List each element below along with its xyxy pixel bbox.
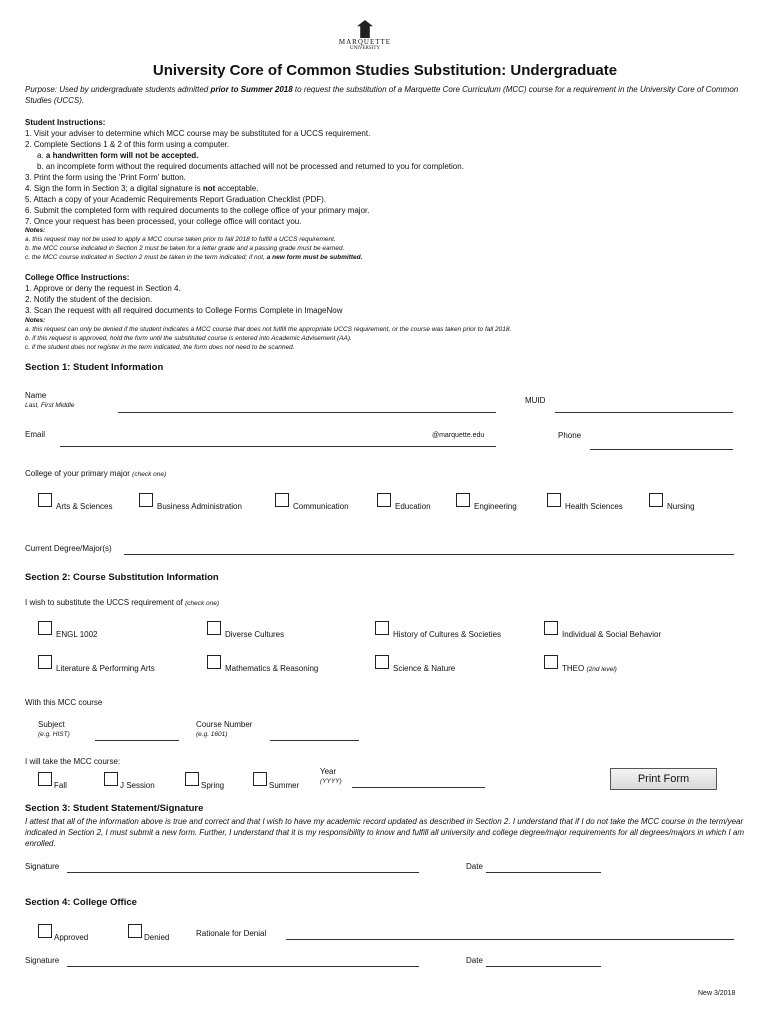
muid-label: MUID xyxy=(525,396,546,405)
term-j-session: J Session xyxy=(120,781,155,790)
checkbox-history[interactable] xyxy=(375,621,389,635)
purpose-prefix: Purpose: Used by undergraduate students admitted xyxy=(25,85,211,94)
course-number-hint: (e.g. 1601) xyxy=(196,731,228,738)
date-label-s4: Date xyxy=(466,956,483,965)
college-major-text: College of your primary major xyxy=(25,469,130,478)
course-number-field[interactable] xyxy=(270,740,359,741)
checkbox-business[interactable] xyxy=(139,493,153,507)
student-note-b: b. the MCC course indicated in Section 2 must be taken for a letter grade and a passing grade must be earned. xyxy=(25,245,345,252)
checkbox-spring[interactable] xyxy=(185,772,199,786)
theo-text: THEO xyxy=(562,664,585,673)
step-4-end: acceptable. xyxy=(215,184,259,193)
step-2a-prefix: a. xyxy=(37,151,46,160)
student-instructions-heading: Student Instructions: xyxy=(25,118,106,127)
student-step-4 xyxy=(25,183,755,194)
student-note-a: a. this request may not be used to apply a MCC course taken prior to fall 2018 to fulfill a UCCS requirement. xyxy=(25,236,336,243)
req-individual-social: Individual & Social Behavior xyxy=(562,630,662,639)
subject-label: Subject xyxy=(38,720,65,729)
college-health-sciences: Health Sciences xyxy=(565,502,623,511)
signature-field-s3[interactable] xyxy=(67,872,419,873)
student-step-6: 6. Submit the completed form with required documents to the college office of your primary major. xyxy=(25,206,370,215)
note-c-prefix: c. the MCC course indicated in Section 2 must be taken in the term indicated; if not, xyxy=(25,254,267,261)
college-communication: Communication xyxy=(293,502,349,511)
req-mathematics: Mathematics & Reasoning xyxy=(225,664,319,673)
logo-sub: UNIVERSITY xyxy=(350,46,380,51)
degree-label: Current Degree/Major(s) xyxy=(25,544,112,553)
section1-heading: Section 1: Student Information xyxy=(25,362,164,373)
marquette-logo xyxy=(335,20,395,52)
step-4-bold: not xyxy=(202,184,216,193)
page-title: University Core of Common Studies Substitution: Undergraduate xyxy=(152,62,618,79)
name-field[interactable] xyxy=(118,412,496,413)
college-notes-heading: Notes: xyxy=(25,317,46,324)
uccs-label xyxy=(25,598,219,607)
student-step-3: 3. Print the form using the 'Print Form' button. xyxy=(25,173,186,182)
checkbox-arts-sciences[interactable] xyxy=(38,493,52,507)
step-2a-bold: a handwritten form will not be accepted. xyxy=(45,151,199,160)
date-field-s4[interactable] xyxy=(486,966,601,967)
checkbox-engineering[interactable] xyxy=(456,493,470,507)
purpose-bold: prior to Summer 2018 xyxy=(210,85,293,94)
theo-hint: (2nd level) xyxy=(586,666,617,673)
student-step-2: 2. Complete Sections 1 & 2 of this form using a computer. xyxy=(25,140,230,149)
tower-icon xyxy=(357,20,373,38)
student-notes-heading: Notes: xyxy=(25,227,46,234)
year-label: Year xyxy=(320,767,337,776)
email-field[interactable] xyxy=(60,446,496,447)
term-spring: Spring xyxy=(201,781,225,790)
phone-label: Phone xyxy=(558,431,582,440)
checkbox-science[interactable] xyxy=(375,655,389,669)
req-engl-1002: ENGL 1002 xyxy=(56,630,98,639)
college-instructions-heading: College Office Instructions: xyxy=(25,273,130,282)
purpose-suffix: to request the substitution of a Marquette Core Curriculum (MCC) course for a requirement in the University Core of Common Studies (UCCS). xyxy=(25,85,739,105)
degree-field[interactable] xyxy=(124,554,734,555)
signature-label-s3: Signature xyxy=(25,862,60,871)
checkbox-engl-1002[interactable] xyxy=(38,621,52,635)
year-field[interactable] xyxy=(352,787,485,788)
mcc-label: With this MCC course xyxy=(25,698,103,707)
checkbox-health-sciences[interactable] xyxy=(547,493,561,507)
phone-field[interactable] xyxy=(590,449,733,450)
checkbox-education[interactable] xyxy=(377,493,391,507)
email-label: Email xyxy=(25,430,46,439)
checkbox-approved[interactable] xyxy=(38,924,52,938)
subject-hint: (e.g. HIST) xyxy=(38,731,70,738)
checkbox-summer[interactable] xyxy=(253,772,267,786)
checkbox-denied[interactable] xyxy=(128,924,142,938)
student-note-c xyxy=(25,253,755,262)
college-note-c: c. if the student does not register in the term indicated, the form does not need to be scanned. xyxy=(25,344,295,351)
section4-heading: Section 4: College Office xyxy=(25,897,137,908)
college-note-b: b. if this request is approved, hold the form until the substituted course is entered into Academic Advisement (AA). xyxy=(25,335,352,342)
year-hint: (YYYY) xyxy=(320,778,342,785)
college-notes xyxy=(25,316,765,352)
req-theo xyxy=(562,664,617,673)
student-notes xyxy=(25,226,755,262)
checkbox-mathematics[interactable] xyxy=(207,655,221,669)
checkbox-nursing[interactable] xyxy=(649,493,663,507)
req-diverse-cultures: Diverse Cultures xyxy=(225,630,285,639)
date-field-s3[interactable] xyxy=(486,872,601,873)
college-instructions xyxy=(25,272,755,316)
approved-label: Approved xyxy=(54,933,89,942)
req-literature: Literature & Performing Arts xyxy=(56,664,155,673)
college-step-3: 3. Scan the request with all required documents to College Forms Complete in ImageNow xyxy=(25,306,343,315)
student-step-5: 5. Attach a copy of your Academic Requirements Report Graduation Checklist (PDF). xyxy=(25,195,327,204)
req-history: History of Cultures & Societies xyxy=(393,630,502,639)
college-arts-sciences: Arts & Sciences xyxy=(56,502,113,511)
checkbox-fall[interactable] xyxy=(38,772,52,786)
term-fall: Fall xyxy=(54,781,67,790)
student-step-7: 7. Once your request has been processed, your college office will contact you. xyxy=(25,217,302,226)
college-education: Education xyxy=(395,502,431,511)
note-c-bold: a new form must be submitted. xyxy=(266,254,363,261)
checkbox-diverse-cultures[interactable] xyxy=(207,621,221,635)
course-number-label: Course Number xyxy=(196,720,253,729)
checkbox-communication[interactable] xyxy=(275,493,289,507)
student-statement: I attest that all of the information above is true and correct and that I wish to have my academic record updated as described in Section 2. I understand that if I do not take the MCC course in the term/year indicated in Section 2, I must submit a new form. Further, I understand that it is my responsibility to know and fulfill all university and college degree/major requirements for all degrees/majors in which I am enrolled. xyxy=(25,817,744,848)
term-label: I will take the MCC course: xyxy=(25,757,121,766)
college-engineering: Engineering xyxy=(474,502,517,511)
checkbox-theo[interactable] xyxy=(544,655,558,669)
email-domain: @marquette.edu xyxy=(432,432,485,439)
student-instructions xyxy=(25,117,755,227)
college-nursing: Nursing xyxy=(667,502,695,511)
rationale-field[interactable] xyxy=(286,939,734,940)
print-form-button[interactable]: Print Form xyxy=(610,768,717,790)
college-business: Business Administration xyxy=(157,502,242,511)
purpose-text xyxy=(25,84,747,106)
rationale-label: Rationale for Denial xyxy=(196,929,267,938)
term-summer: Summer xyxy=(269,781,300,790)
step-4-text: 4. Sign the form in Section 3; a digital signature is xyxy=(25,184,203,193)
logo-name: MARQUETTE xyxy=(338,38,392,46)
checkbox-j-session[interactable] xyxy=(104,772,118,786)
signature-field-s4[interactable] xyxy=(67,966,419,967)
section2-heading: Section 2: Course Substitution Information xyxy=(25,572,219,583)
student-step-1: 1. Visit your adviser to determine which MCC course may be substituted for a UCCS requirement. xyxy=(25,129,371,138)
college-note-a: a. this request can only be denied if the student indicates a MCC course that does not fulfill the appropriate UCCS requirement, or the course was taken prior to fall 2018. xyxy=(25,326,512,333)
college-step-2: 2. Notify the student of the decision. xyxy=(25,295,153,304)
checkbox-individual-social[interactable] xyxy=(544,621,558,635)
college-step-1: 1. Approve or deny the request in Section 4. xyxy=(25,284,181,293)
student-step-2a xyxy=(25,150,755,161)
student-step-2b: b. an incomplete form without the required documents attached will not be processed and returned to you for completion. xyxy=(37,162,464,171)
college-major-label xyxy=(25,469,166,478)
denied-label: Denied xyxy=(144,933,170,942)
signature-label-s4: Signature xyxy=(25,956,60,965)
form-version: New 3/2018 xyxy=(698,990,736,997)
req-science: Science & Nature xyxy=(393,664,456,673)
name-label: Name xyxy=(25,391,47,400)
muid-field[interactable] xyxy=(555,412,733,413)
date-label-s3: Date xyxy=(466,862,483,871)
college-major-hint: (check one) xyxy=(132,471,167,478)
checkbox-literature[interactable] xyxy=(38,655,52,669)
section3-heading: Section 3: Student Statement/Signature xyxy=(25,803,204,814)
subject-field[interactable] xyxy=(95,740,179,741)
uccs-hint: (check one) xyxy=(185,600,220,607)
name-hint: Last, First Middle xyxy=(25,402,75,409)
uccs-text: I wish to substitute the UCCS requirement of xyxy=(25,598,183,607)
